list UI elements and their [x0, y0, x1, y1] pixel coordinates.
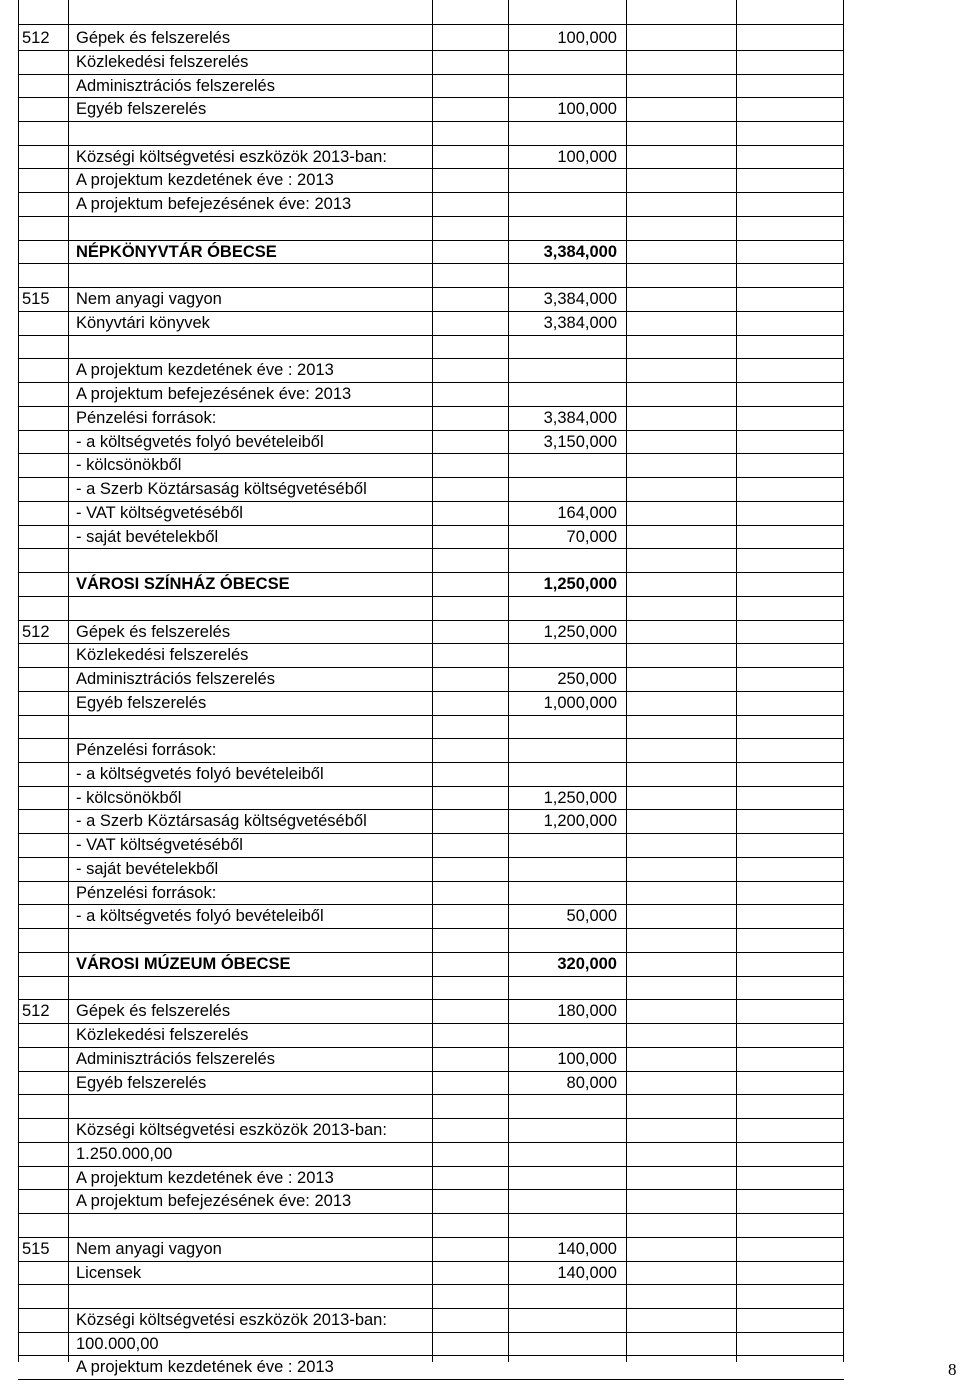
row-border — [18, 263, 844, 264]
item-amount: 3,384,000 — [543, 408, 617, 427]
account-code: 512 — [22, 1002, 50, 1021]
item-label: VÁROSI SZÍNHÁZ ÓBECSE — [76, 575, 290, 593]
row-border — [18, 1189, 844, 1190]
row-border — [18, 1213, 844, 1214]
item-label: Pénzelési források: — [76, 408, 217, 427]
item-amount: 3,384,000 — [543, 313, 617, 332]
row-border — [18, 501, 844, 502]
item-amount: 3,384,000 — [543, 242, 617, 261]
row-border — [18, 1355, 844, 1356]
item-amount: 140,000 — [557, 1239, 617, 1258]
item-label: - kölcsönökből — [76, 456, 182, 475]
row-border — [18, 1284, 844, 1285]
item-label: Közlekedési felszerelés — [76, 646, 249, 665]
item-amount: 50,000 — [566, 907, 617, 926]
row-border — [18, 453, 844, 454]
item-amount: 250,000 — [557, 670, 617, 688]
item-label: Közlekedési felszerelés — [76, 1026, 249, 1045]
row-border — [18, 74, 844, 75]
item-label: Adminisztrációs felszerelés — [76, 76, 275, 95]
item-amount: 1,250,000 — [543, 622, 617, 641]
item-label: - VAT költségvetéséből — [76, 503, 243, 522]
item-label: Egyéb felszerelés — [76, 693, 207, 712]
item-label: Pénzelési források: — [76, 883, 217, 902]
row-border — [18, 311, 844, 312]
item-label: Nem anyagi vagyon — [76, 1239, 222, 1258]
item-label: Pénzelési források: — [76, 741, 217, 760]
column-border — [843, 0, 844, 1362]
row-border — [18, 1118, 844, 1119]
row-border — [18, 786, 844, 787]
item-label: - a költségvetés folyó bevételeiből — [76, 764, 324, 783]
row-border — [18, 904, 844, 905]
row-border — [18, 857, 844, 858]
item-label: Közlekedési felszerelés — [76, 52, 249, 71]
row-border — [18, 240, 844, 241]
row-border — [18, 1023, 844, 1024]
row-border — [18, 168, 844, 169]
item-amount: 80,000 — [566, 1073, 617, 1092]
item-amount: 100,000 — [557, 29, 617, 47]
item-amount: 1,200,000 — [543, 812, 617, 831]
row-border — [18, 1332, 844, 1333]
item-label: Adminisztrációs felszerelés — [76, 670, 275, 688]
item-label: - kölcsönökből — [76, 788, 182, 807]
item-label: Könyvtári könyvek — [76, 313, 210, 332]
item-label: A projektum befejezésének éve: 2013 — [76, 385, 352, 404]
row-border — [18, 762, 844, 763]
item-amount: 3,150,000 — [543, 432, 617, 451]
row-border — [18, 667, 844, 668]
item-amount: 320,000 — [557, 954, 617, 973]
item-label: - a Szerb Köztársaság költségvetéséből — [76, 812, 367, 831]
item-label: A projektum befejezésének éve: 2013 — [76, 195, 352, 214]
row-border — [18, 1379, 844, 1380]
row-border — [18, 643, 844, 644]
row-border — [18, 430, 844, 431]
item-label: Nem anyagi vagyon — [76, 290, 222, 309]
item-amount: 3,384,000 — [543, 290, 617, 309]
row-border — [18, 833, 844, 834]
item-label: - VAT költségvetéséből — [76, 836, 243, 855]
item-label: - a költségvetés folyó bevételeiből — [76, 907, 324, 926]
column-border — [432, 0, 433, 1362]
row-border — [18, 596, 844, 597]
row-border — [18, 1237, 844, 1238]
row-border — [18, 192, 844, 193]
item-label: Gépek és felszerelés — [76, 622, 231, 641]
row-border — [18, 1094, 844, 1095]
row-border — [18, 97, 844, 98]
row-border — [18, 382, 844, 383]
item-amount: 1,250,000 — [543, 575, 617, 593]
item-label: - saját bevételekből — [76, 527, 219, 546]
row-border — [18, 715, 844, 716]
item-amount: 180,000 — [557, 1002, 617, 1021]
row-border — [18, 525, 844, 526]
item-amount: 140,000 — [557, 1263, 617, 1282]
item-amount: 100,000 — [557, 100, 617, 119]
item-label: Községi költségvetési eszközök 2013-ban: — [76, 1311, 387, 1329]
column-border — [68, 0, 69, 1362]
row-border — [18, 50, 844, 51]
row-border — [18, 620, 844, 621]
item-amount: 100,000 — [557, 1049, 617, 1068]
row-border — [18, 287, 844, 288]
row-border — [18, 358, 844, 359]
account-code: 512 — [22, 622, 50, 641]
row-border — [18, 1308, 844, 1309]
item-label: A projektum kezdetének éve : 2013 — [76, 1168, 334, 1187]
item-amount: 100,000 — [557, 147, 617, 166]
row-border — [18, 572, 844, 573]
row-border — [18, 999, 844, 1000]
account-code: 515 — [22, 1239, 50, 1258]
item-amount: 70,000 — [566, 527, 617, 546]
item-label: Községi költségvetési eszközök 2013-ban: — [76, 1121, 387, 1139]
row-border — [18, 1142, 844, 1143]
item-label: Egyéb felszerelés — [76, 1073, 207, 1092]
item-label: - saját bevételekből — [76, 859, 219, 878]
row-border — [18, 952, 844, 953]
item-label: - a költségvetés folyó bevételeiből — [76, 432, 324, 451]
column-border — [626, 0, 627, 1362]
item-label: VÁROSI MÚZEUM ÓBECSE — [76, 954, 291, 973]
row-border — [18, 881, 844, 882]
row-border — [18, 121, 844, 122]
item-amount: 1,250,000 — [543, 788, 617, 807]
item-label: Adminisztrációs felszerelés — [76, 1049, 275, 1068]
row-border — [18, 1071, 844, 1072]
item-label: 100.000,00 — [76, 1334, 159, 1353]
item-label: Községi költségvetési eszközök 2013-ban: — [76, 147, 387, 166]
column-border — [736, 0, 737, 1362]
item-label: - a Szerb Köztársaság költségvetéséből — [76, 480, 367, 499]
row-border — [18, 928, 844, 929]
row-border — [18, 1261, 844, 1262]
row-border — [18, 548, 844, 549]
item-label: A projektum befejezésének éve: 2013 — [76, 1192, 352, 1211]
item-amount: 1,000,000 — [543, 693, 617, 712]
item-label: A projektum kezdetének éve : 2013 — [76, 171, 334, 190]
item-label: Licensek — [76, 1263, 142, 1282]
row-border — [18, 145, 844, 146]
row-border — [18, 1047, 844, 1048]
item-label: NÉPKÖNYVTÁR ÓBECSE — [76, 242, 277, 261]
row-border — [18, 24, 844, 25]
account-code: 515 — [22, 290, 50, 309]
item-label: Gépek és felszerelés — [76, 29, 231, 47]
row-border — [18, 1166, 844, 1167]
row-border — [18, 809, 844, 810]
page-number: 8 — [948, 1360, 957, 1379]
row-border — [18, 738, 844, 739]
item-amount: 164,000 — [557, 503, 617, 522]
row-border — [18, 477, 844, 478]
account-code: 512 — [22, 29, 50, 47]
row-border — [18, 976, 844, 977]
row-border — [18, 335, 844, 336]
item-label: A projektum kezdetének éve : 2013 — [76, 1358, 334, 1377]
column-border — [508, 0, 509, 1362]
row-border — [18, 691, 844, 692]
row-border — [18, 406, 844, 407]
row-border — [18, 216, 844, 217]
item-label: Gépek és felszerelés — [76, 1002, 231, 1021]
item-label: A projektum kezdetének éve : 2013 — [76, 361, 334, 380]
item-label: 1.250.000,00 — [76, 1144, 173, 1163]
column-border — [18, 0, 19, 1362]
item-label: Egyéb felszerelés — [76, 100, 207, 119]
